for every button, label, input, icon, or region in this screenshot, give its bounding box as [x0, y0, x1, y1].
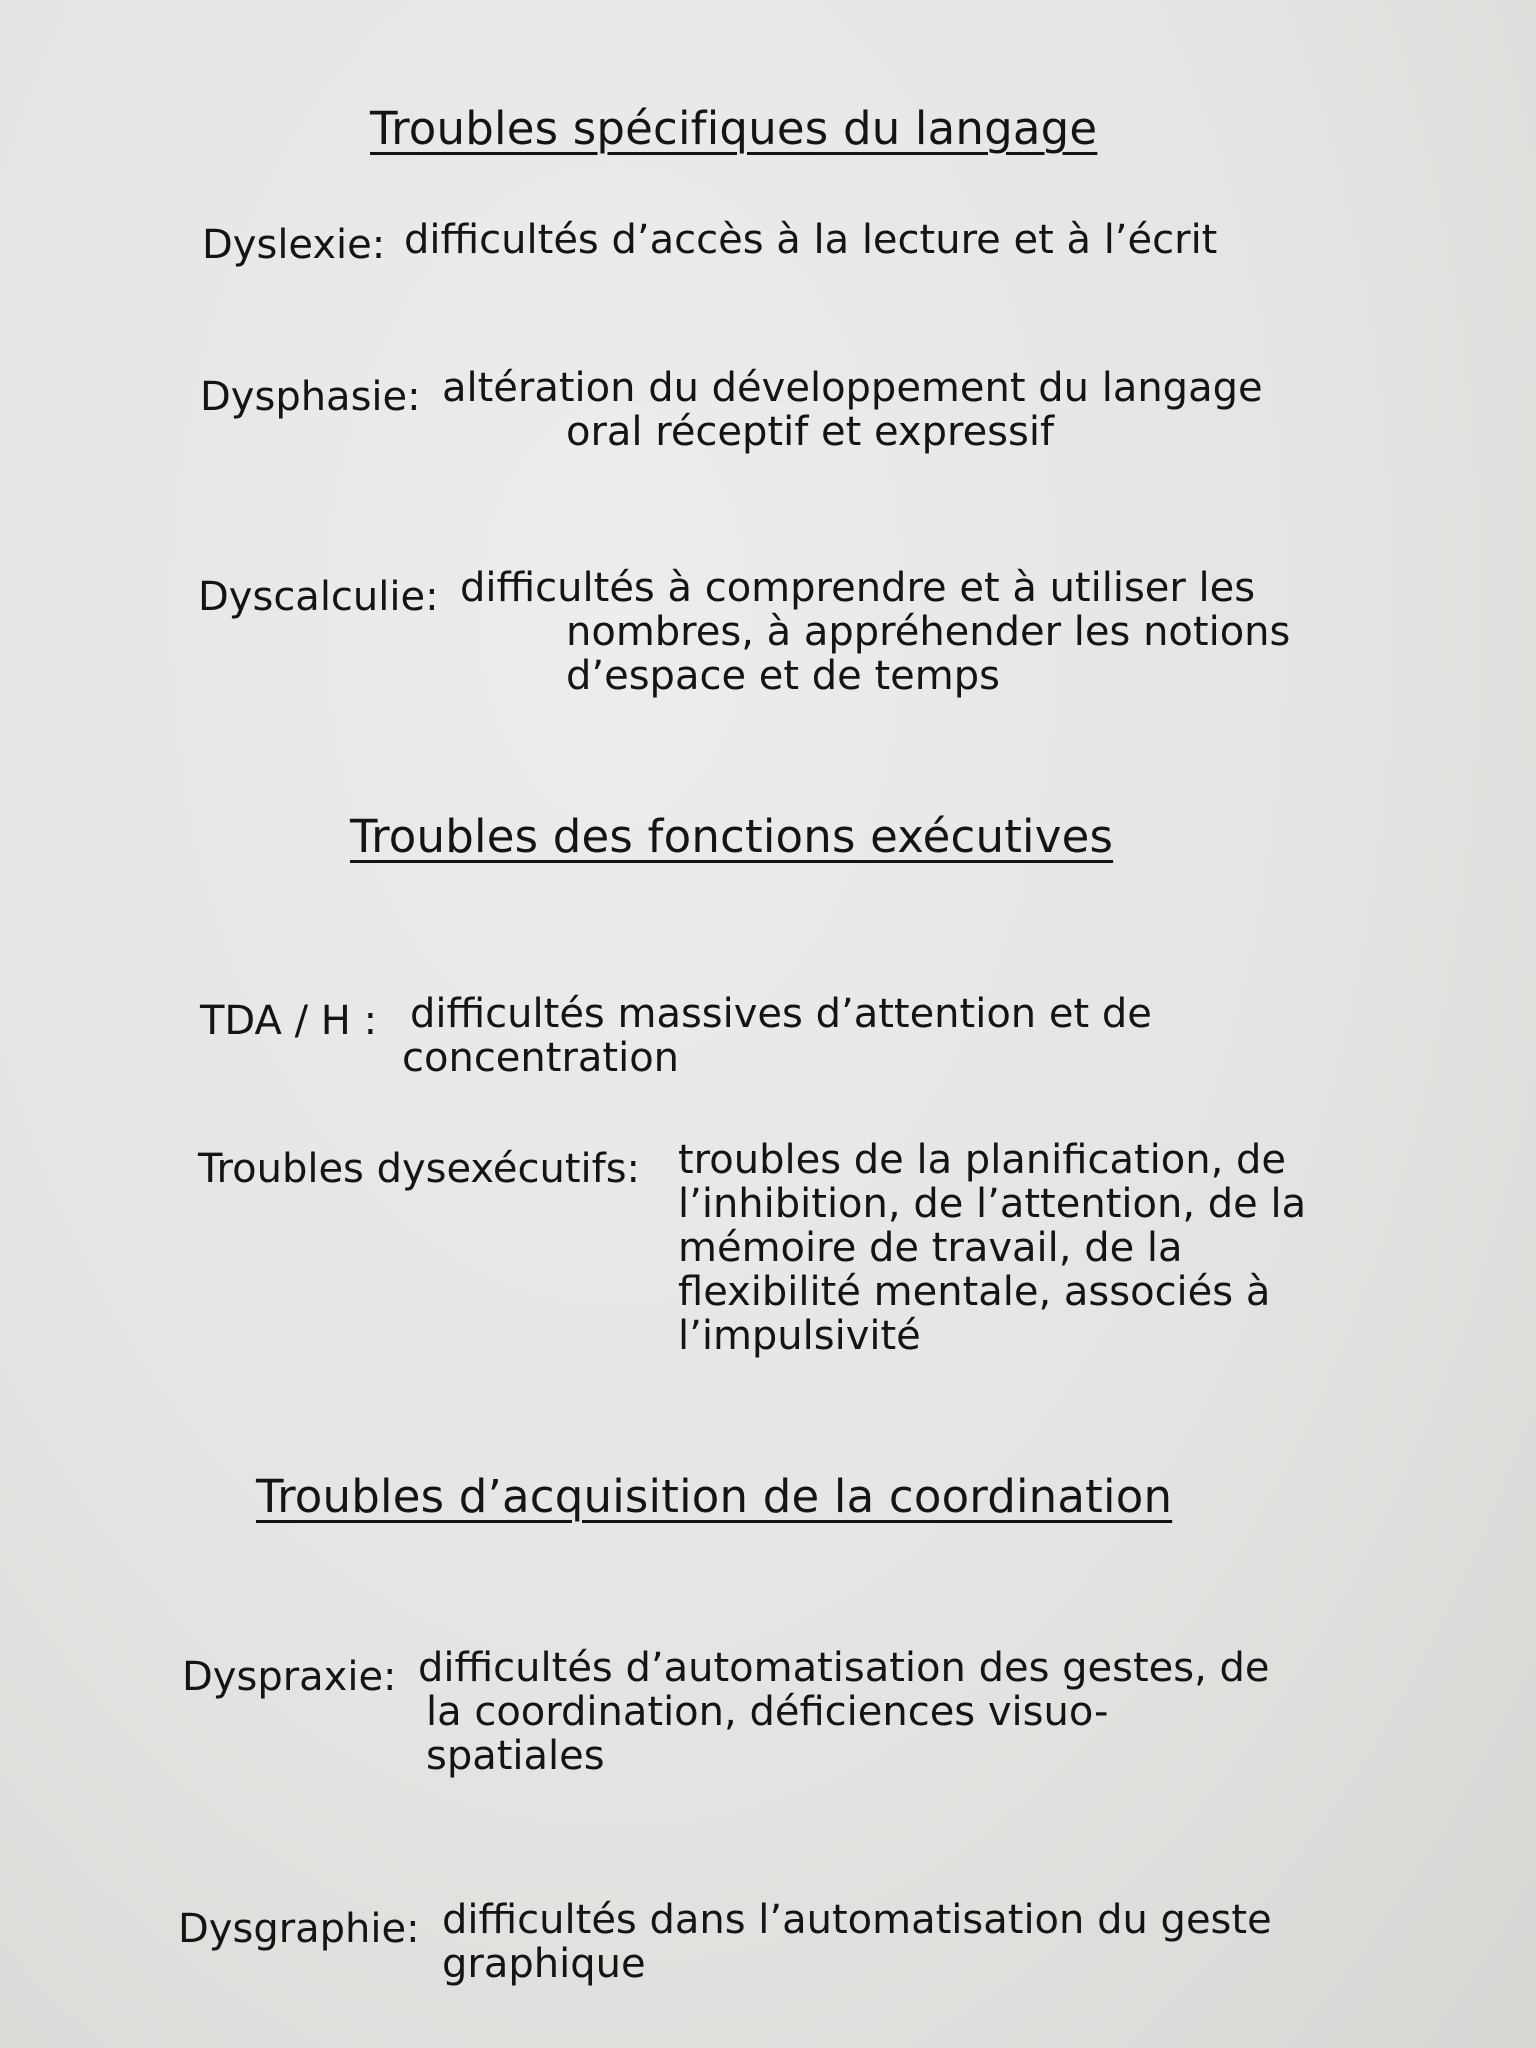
definition-line: difficultés dans l’automatisation du geste	[442, 1897, 1272, 1943]
definition-line: spatiales	[426, 1733, 605, 1779]
definition-line: l’impulsivité	[678, 1313, 921, 1359]
term-dysphasie: Dysphasie:	[200, 374, 421, 420]
definition-dyscalculie	[460, 566, 1290, 698]
definition-line: difficultés d’accès à la lecture et à l’écrit	[404, 217, 1218, 263]
section-heading-coordination: Troubles d’acquisition de la coordination	[256, 1470, 1173, 1523]
term-dysgraphie: Dysgraphie:	[178, 1906, 420, 1952]
definition-line: la coordination, déficiences visuo-	[426, 1689, 1109, 1735]
definition-line: difficultés d’automatisation des gestes, de	[418, 1645, 1270, 1691]
definition-line: difficultés massives d’attention et de	[410, 991, 1152, 1037]
definition-dyspraxie	[418, 1646, 1270, 1778]
definition-line: nombres, à appréhender les notions	[566, 609, 1291, 655]
definition-dysgraphie	[442, 1898, 1272, 1986]
definition-tdah	[402, 991, 1152, 1081]
term-dyscalculie: Dyscalculie:	[198, 574, 439, 620]
definition-line: mémoire de travail, de la	[678, 1225, 1183, 1271]
definition-line: graphique	[442, 1941, 646, 1987]
definition-line: difficultés à comprendre et à utiliser les	[460, 565, 1256, 611]
term-dyspraxie: Dyspraxie:	[182, 1654, 397, 1700]
section-heading-langage: Troubles spécifiques du langage	[370, 102, 1098, 155]
definition-troubles-dysexecutifs	[678, 1138, 1306, 1358]
definition-line: l’inhibition, de l’attention, de la	[678, 1181, 1307, 1227]
definition-line: d’espace et de temps	[566, 653, 1000, 699]
definition-line: troubles de la planification, de	[678, 1137, 1287, 1183]
term-tdah: TDA / H :	[200, 998, 378, 1044]
definition-dyslexie	[404, 218, 1217, 262]
definition-line: concentration	[402, 1035, 680, 1081]
definition-dysphasie	[442, 366, 1263, 454]
term-dyslexie: Dyslexie:	[202, 222, 386, 268]
section-heading-fonctions-executives: Troubles des fonctions exécutives	[350, 810, 1114, 863]
definition-line: altération du développement du langage	[442, 365, 1263, 411]
term-troubles-dysexecutifs: Troubles dysexécutifs:	[198, 1146, 641, 1192]
definition-line: oral réceptif et expressif	[566, 409, 1055, 455]
definition-line: flexibilité mentale, associés à	[678, 1269, 1271, 1315]
